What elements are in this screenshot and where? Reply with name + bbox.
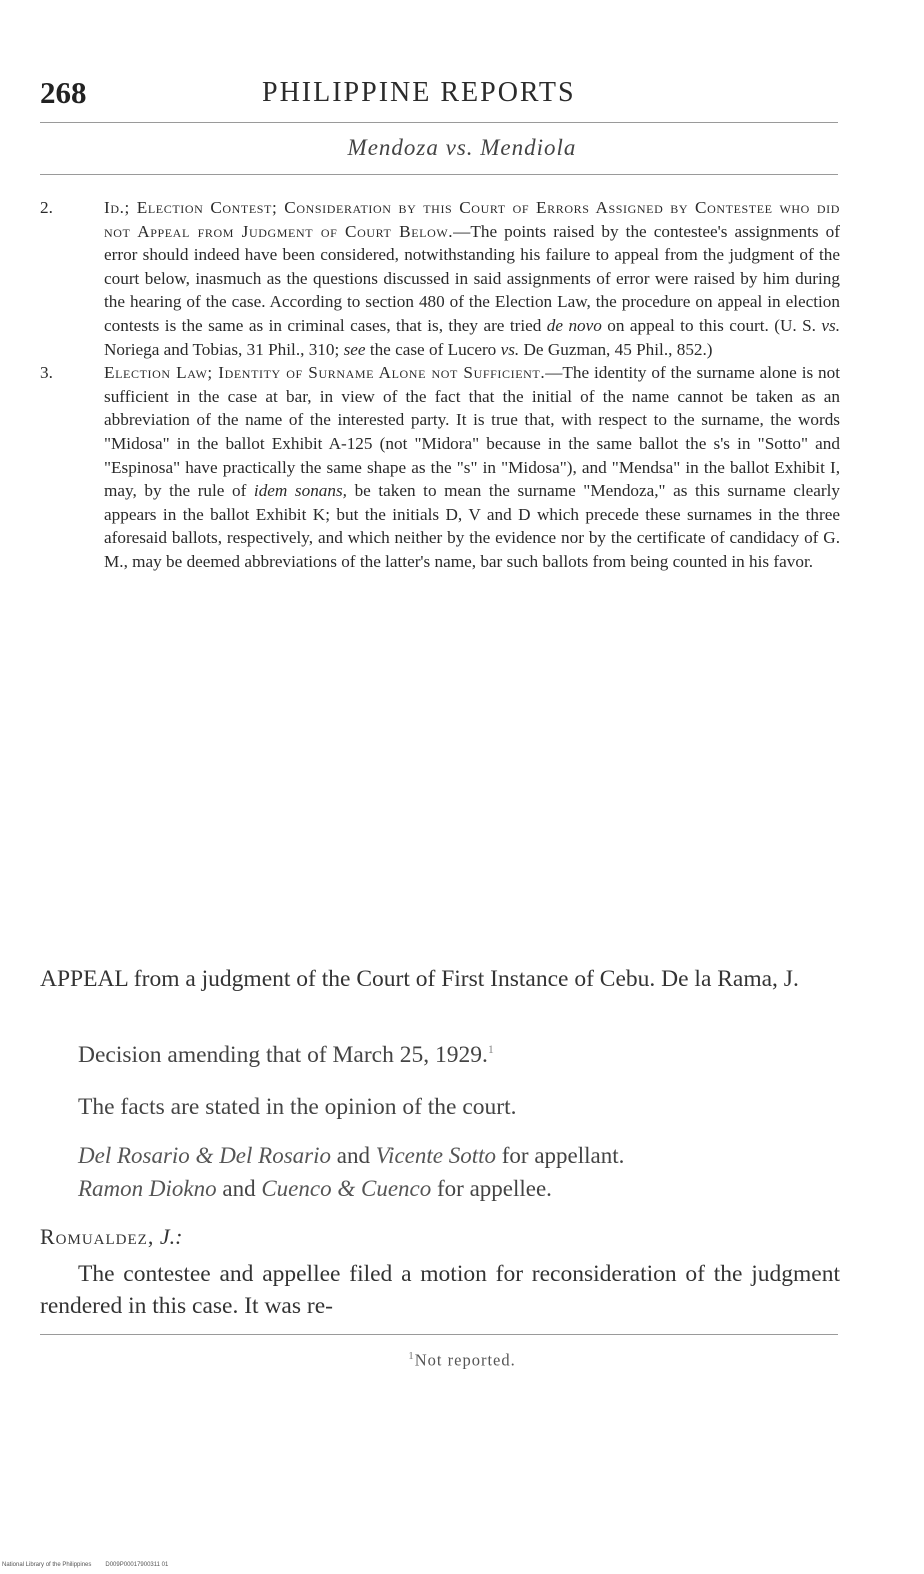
facts-statement: The facts are stated in the opinion of the court.	[78, 1094, 517, 1120]
syllabus	[40, 196, 840, 574]
counsel-block	[78, 1139, 840, 1205]
syllabus-italic: see	[343, 339, 366, 359]
syllabus-number: 3.	[40, 363, 53, 383]
counsel-role: for appellee.	[437, 1176, 552, 1201]
ponente	[40, 1224, 182, 1250]
page-number: 268	[40, 75, 87, 110]
footnote-reference: 1	[487, 1042, 494, 1057]
counsel-appellant-line	[78, 1139, 840, 1172]
footnote-mark: 1	[408, 1350, 415, 1362]
appeal-text: from a judgment of the Court of First Instance of Cebu. De la Rama, J.	[133, 966, 799, 992]
syllabus-text: the case of Lucero	[369, 339, 497, 359]
syllabus-italic: de novo	[546, 315, 602, 335]
counsel-name: Del Rosario & Del Rosario	[78, 1143, 331, 1168]
syllabus-text: be taken to mean the surname "Mendoza," as this surname clearly appears in the ballot Exhibit K; but the initials D, V and D which precede these surnames in the three aforesaid ballots, respectively, and which neither by the evidence nor by the certificate of candidacy of G. M., may be deemed abbreviations of the latter's name, bar such ballots from being counted in his favor.	[104, 481, 841, 571]
running-title: PHILIPPINE REPORTS	[262, 77, 576, 108]
counsel-conjunction: and	[222, 1176, 256, 1201]
syllabus-number: 2.	[40, 198, 53, 217]
syllabus-item-3: 3. Election Law; Identity of Surname Alone not Sufficient.—The identity of the surname alone is not sufficient in the case at bar, in view of the fact that the initial of the name cannot be taken as an abbreviation of the name of the interested party. It is true that, with respect to the surname, the words "Midosa" in the ballot Exhibit A-125 (not "Midora" because in the same ballot the s's in "Sotto" and "Espinosa" have practically the same shape as the "s" in "Midosa"), and "Mendsa" in the ballot Exhibit I, may, by the rule of idem sonans, be taken to mean the surname "Mendoza," as this surname clearly appears in the ballot Exhibit K; but the initials D, V and D which precede these surnames in the three aforesaid ballots, respectively, and which neither by the evidence nor by the certificate of candidacy of G. M., may be deemed abbreviations of the latter's name, bar such ballots from being counted in his favor.	[40, 363, 841, 571]
counsel-role: for appellant.	[501, 1143, 625, 1168]
scan-credit	[2, 1562, 182, 1568]
syllabus-text: The identity of the surname alone is not sufficient in the case at bar, in view of the fact that the initial of the name cannot be taken as an abbreviation of the name of the interested party. It is true that, with respect to the surname, the words "Midosa" in the ballot Exhibit A-125 (not "Midora" because in the same ballot the s's in "Sotto" and "Espinosa" have practically the same shape as the "s" in "Midosa"), and "Mendsa" in the ballot Exhibit I, may, by the rule of	[104, 363, 840, 501]
syllabus-heading: Id.; Election Contest; Consideration by this Court of Errors Assigned by Contestee who did not Appeal from Judgment of Court Below.	[104, 198, 840, 241]
credit-library: National Library of the Philippines	[2, 1562, 92, 1568]
appeal-line	[40, 964, 840, 994]
syllabus-item-2: 2. Id.; Election Contest; Consideration by this Court of Errors Assigned by Contestee who did not Appeal from Judgment of Court Below.—The points raised by the contestee's assignments of error should indeed have been considered, notwithstanding his failure to appeal from the judgment of the court below, inasmuch as the questions discussed in said assignments of error were raised by him during the hearing of the case. According to section 480 of the Election Law, the procedure on appeal in election contests is the same as in criminal cases, that is, they are tried de novo on appeal to this court. (U. S. vs. Noriega and Tobias, 31 Phil., 310; see the case of Lucero vs. De Guzman, 45 Phil., 852.)	[40, 198, 841, 359]
footnote-rule	[40, 1334, 838, 1335]
syllabus-text: Noriega and Tobias, 31 Phil., 310;	[104, 339, 340, 359]
counsel-appellee-line	[78, 1172, 840, 1205]
syllabus-heading: Election Law; Identity of Surname Alone not Sufficient.	[104, 363, 546, 383]
case-title-rule	[40, 174, 838, 175]
header-rule	[40, 122, 838, 123]
ponente-name: Romualdez,	[40, 1224, 155, 1249]
case-title: Mendoza vs. Mendiola	[347, 135, 577, 160]
decision-note-text: Decision amending that of March 25, 1929.	[78, 1042, 488, 1068]
syllabus-text: on appeal to this court. (U. S.	[607, 315, 816, 335]
credit-code: D009P00017900311 01	[105, 1562, 169, 1568]
counsel-name: Vicente Sotto	[375, 1143, 496, 1168]
syllabus-italic: idem sonans,	[253, 481, 347, 501]
ponente-suffix: J.:	[159, 1224, 183, 1249]
syllabus-text: The points raised by the contestee's assignments of error should indeed have been considered, notwithstanding his failure to appeal from the judgment of the court below, inasmuch as the questions discussed in said assignments of error were raised by him during the hearing of the case. According to section 480 of the Election Law, the procedure on appeal in election contests is the same as in criminal cases, that is, they are tried	[104, 221, 840, 335]
syllabus-italic: vs.	[821, 315, 841, 335]
page-header	[40, 75, 840, 115]
footnote-text: Not reported.	[414, 1350, 516, 1370]
counsel-name: Ramon Diokno	[78, 1176, 217, 1201]
opinion-paragraph: The contestee and appellee filed a motion for reconsideration of the judgment rendered in this case. It was re-	[40, 1261, 840, 1319]
appeal-lead: APPEAL	[40, 966, 128, 992]
counsel-name: Cuenco & Cuenco	[261, 1176, 432, 1201]
counsel-conjunction: and	[336, 1143, 370, 1168]
footnote	[0, 1350, 924, 1371]
syllabus-text: De Guzman, 45 Phil., 852.)	[523, 339, 713, 359]
syllabus-italic: vs.	[500, 339, 520, 359]
decision-note	[78, 1042, 840, 1069]
